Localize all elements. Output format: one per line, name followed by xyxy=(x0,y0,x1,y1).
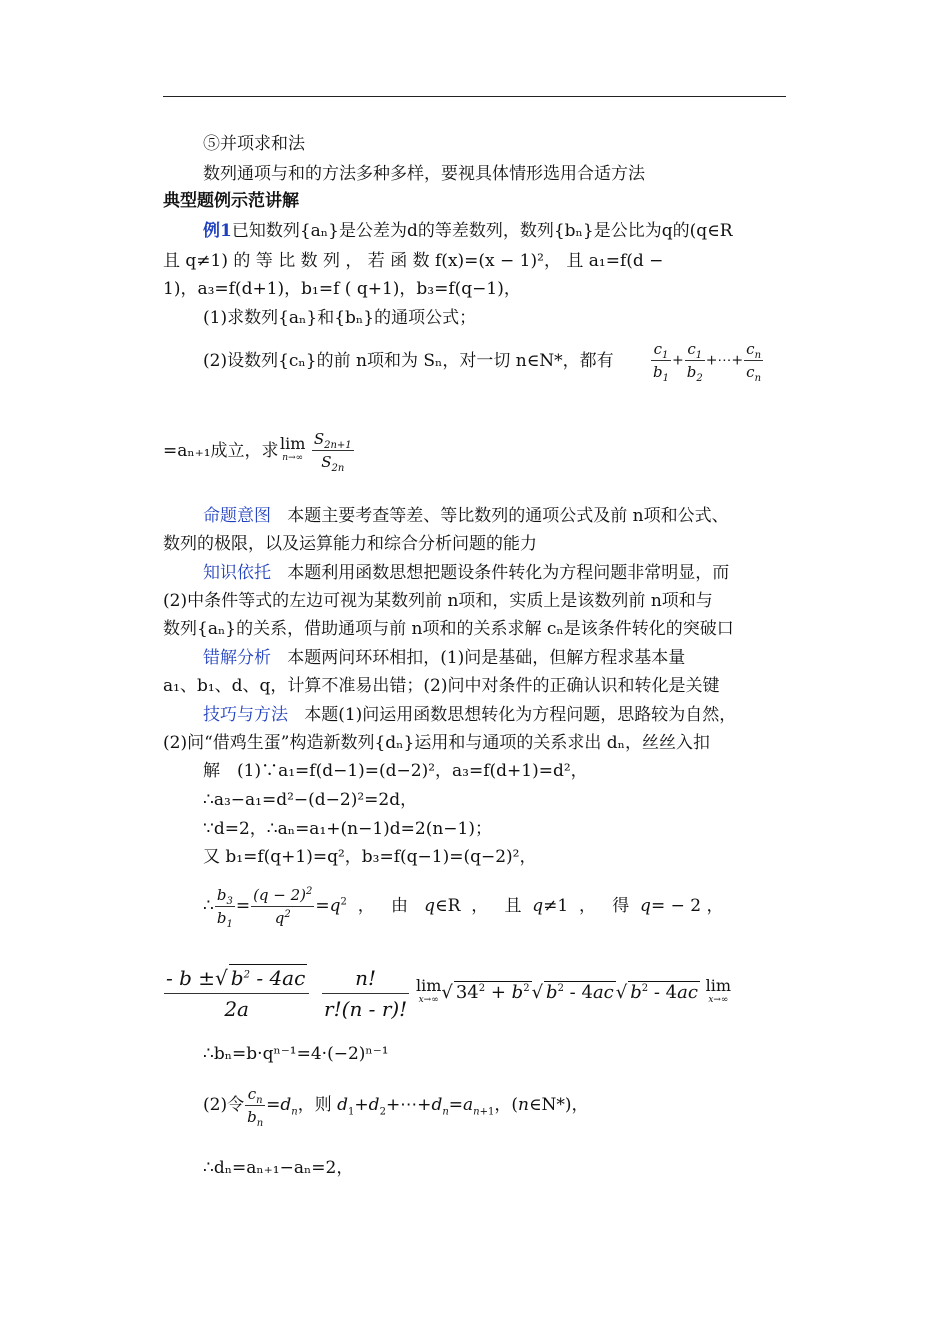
analysis-method: 技巧与方法 本题(1)问运用函数思想转化为方程问题，思路较为自然， xyxy=(203,705,737,725)
example-line-2: 且 q≠1) 的 等 比 数 列 ， 若 函 数 f(x)=(x − 1)²， 且 a₁=f(d − xyxy=(163,251,664,271)
example-label: 例1 xyxy=(203,221,232,241)
analysis-error-2: a₁、b₁、d、q，计算不准易出错；(2)问中对条件的正确认识和转化是关键 xyxy=(163,676,720,696)
intro-line: 数列通项与和的方法多种多样，要视具体情形选用合适方法 xyxy=(203,164,645,184)
example-part-2-tail: =aₙ₊₁成立，求 xyxy=(163,441,279,461)
analysis-knowledge-3: 数列{aₙ}的关系，借助通项与前 n项和的关系求解 cₙ是该条件转化的突破口 xyxy=(163,619,734,639)
part2-fraction-sum: $\frac{c_1}{b_1}$ + $\frac{c_1}{b_2}$ +⋯+ $\frac{c_n}{c_n}$ xyxy=(653,340,762,384)
solution-line-8: ∴dₙ=aₙ₊₁−aₙ=2， xyxy=(203,1158,354,1178)
example-line-3: 1)，a₃=f(d+1)，b₁=f ( q+1)，b₃=f(q−1)， xyxy=(163,279,521,299)
section-item: ⑤并项求和法 xyxy=(203,134,305,154)
example-part-1: (1)求数列{aₙ}和{bₙ}的通项公式； xyxy=(203,308,477,328)
solution-line-1: 解 (1)∵a₁=f(d−1)=(d−2)²，a₃=f(d+1)=d²， xyxy=(203,761,588,781)
analysis-knowledge-2: (2)中条件等式的左边可视为某数列前 n项和，实质上是该数列前 n项和与 xyxy=(163,591,713,611)
solution-line-6: ∴bₙ=b·qⁿ⁻¹=4·(−2)ⁿ⁻¹ xyxy=(203,1044,389,1064)
section-heading: 典型题例示范讲解 xyxy=(163,191,299,211)
analysis-knowledge: 知识依托 本题利用函数思想把题设条件转化为方程问题非常明显，而 xyxy=(203,563,730,583)
part2-limit: lim n→∞ $\frac{S_{2n+1}}{S_{2n}}$ xyxy=(280,430,352,474)
example-line-1: 例1已知数列{aₙ}是公差为d的等差数列，数列{bₙ}是公比为q的(q∈R xyxy=(203,221,733,241)
solution-line-2: ∴a₃−a₁=d²−(d−2)²=2d， xyxy=(203,790,418,810)
analysis-intent-2: 数列的极限，以及运算能力和综合分析问题的能力 xyxy=(163,534,537,554)
header-rule xyxy=(163,96,786,97)
solution-line-4: 又 b₁=f(q+1)=q²，b₃=f(q−1)=(q−2)²， xyxy=(203,847,537,867)
formula-row: $\frac{- b \pm√ b^2 - 4ac}{2a}$ $\frac{n!}{r!(n - r)!}$ lim x→∞ √ $34^2 + b^2$ √ $b^2 - 4ac$ √ $b^2 - 4ac$ lim x→∞ xyxy=(166,965,732,1021)
solution-line-3: ∵d=2，∴aₙ=a₁+(n−1)d=2(n−1)； xyxy=(203,819,492,839)
analysis-error: 错解分析 本题两问环环相扣，(1)问是基础，但解方程求基本量 xyxy=(203,648,686,668)
analysis-intent: 命题意图 本题主要考查等差、等比数列的通项公式及前 n项和公式、 xyxy=(203,506,729,526)
example-part-2: (2)设数列{cₙ}的前 n项和为 Sₙ，对一切 n∈N*，都有 xyxy=(203,351,614,371)
solution-line-5: ∴ $\frac{b_3}{b_1}$ = $\frac{(q - 2)^2}{q^2}$ $=q^2$ ， 由 q∈R ， 且 q≠1 ， 得 q= − 2 ， xyxy=(203,886,724,930)
solution-line-7: (2)令 $\frac{c_n}{b_n}$ $=d_n$，则 $d_1+d_2+\cdots+d_n=a_{n+1}$，(n∈N*)， xyxy=(203,1085,589,1129)
analysis-method-2: (2)问“借鸡生蛋”构造新数列{dₙ}运用和与通项的关系求出 dₙ，丝丝入扣 xyxy=(163,733,710,753)
